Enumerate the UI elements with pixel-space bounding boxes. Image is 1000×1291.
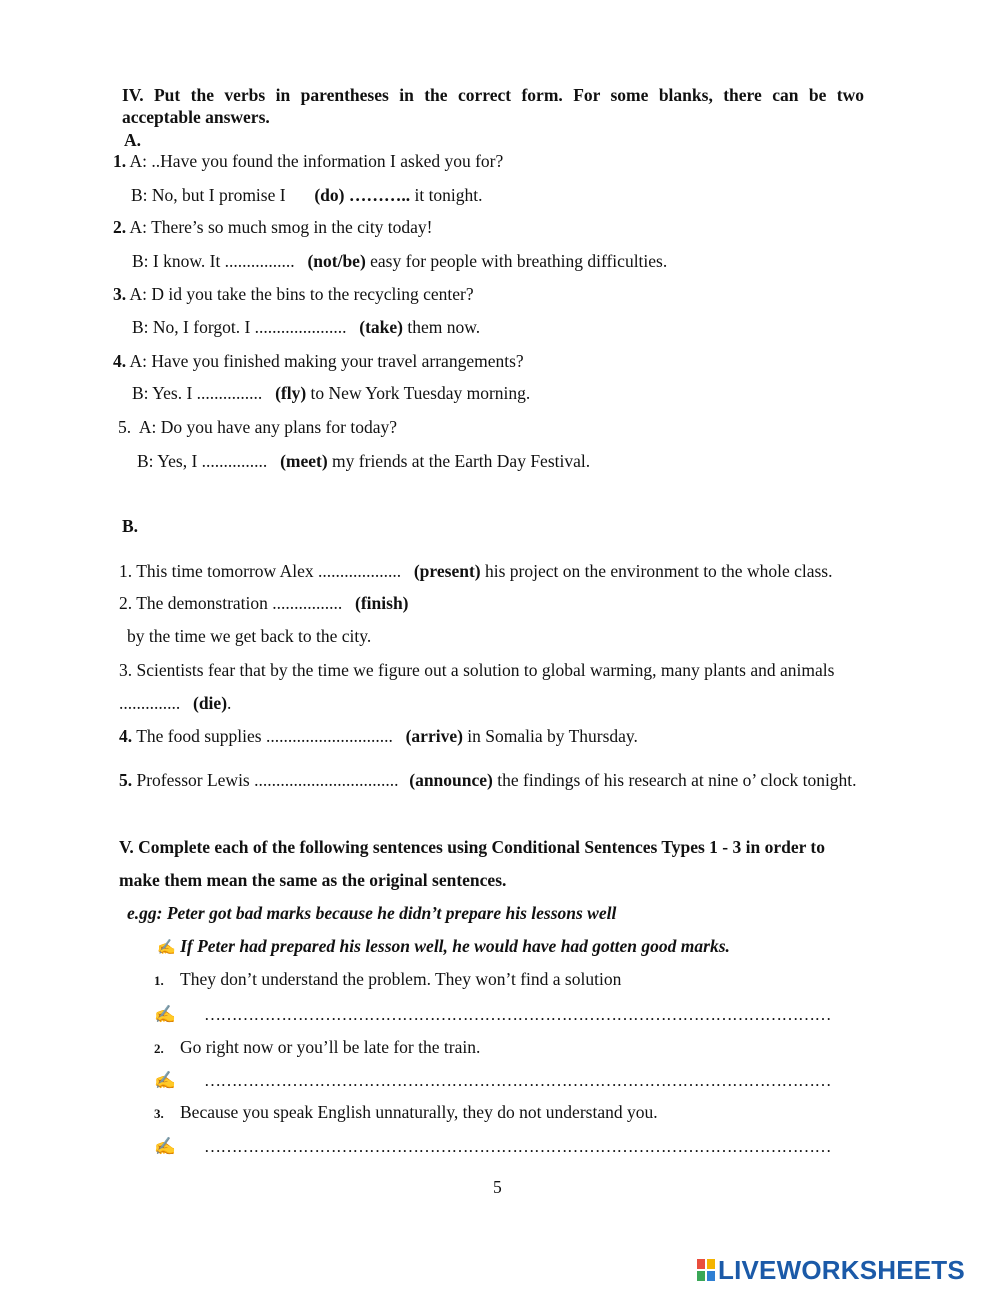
a-item-1-question	[113, 150, 503, 172]
item-number: 1.	[113, 151, 127, 171]
section-5-heading-line2: make them mean the same as the original sentences.	[119, 870, 507, 890]
sentence-prefix: ..............	[119, 693, 181, 713]
answer-suffix: to New York Tuesday morning.	[306, 383, 531, 403]
answer-suffix: them now.	[403, 317, 481, 337]
v-item-3-answer-line	[154, 1135, 831, 1158]
b-item-2-continuation: by the time we get back to the city.	[127, 626, 372, 646]
pencil-icon: ✍	[154, 1070, 176, 1090]
v-item-2-answer-line	[154, 1069, 831, 1092]
v-item-1-answer-line	[154, 1003, 831, 1026]
question-text: A: D id you take the bins to the recycling center?	[129, 284, 474, 304]
b-item-1	[119, 560, 832, 582]
page-number: 5	[493, 1177, 502, 1197]
answer-prefix: B: No, I forgot. I .....................	[132, 317, 347, 337]
item-number: 2.	[154, 1041, 164, 1056]
verb-hint: (die)	[193, 693, 228, 713]
a-item-4-answer	[132, 382, 530, 404]
sentence-prefix: The food supplies .............................	[136, 726, 393, 746]
logo-cube-icon	[697, 1259, 715, 1281]
answer-suffix: it tonight.	[410, 185, 483, 205]
sentence-prefix: Professor Lewis .................................	[136, 770, 399, 790]
item-number: 4.	[119, 726, 133, 746]
sentence-suffix: .	[227, 693, 232, 713]
sentence-prefix: Scientists fear that by the time we figure out a solution to global warming, many plants and animals	[136, 660, 835, 680]
sentence-suffix: his project on the environment to the whole class.	[480, 561, 833, 581]
v-item-2	[154, 1036, 480, 1060]
item-text: Because you speak English unnaturally, they do not understand you.	[180, 1102, 658, 1122]
sentence-suffix: the findings of his research at nine o’ clock tonight.	[492, 770, 857, 790]
verb-hint: (do) ………..	[314, 185, 411, 205]
section-5-heading-line1: V. Complete each of the following sentences using Conditional Sentences Types 1 - 3 in order to	[119, 837, 825, 857]
answer-line[interactable]: ……………………………………………………………………………………………………	[204, 1137, 831, 1156]
pencil-icon: ✍	[157, 940, 176, 956]
example-sentence: e.gg: Peter got bad marks because he didn’t prepare his lessons well	[127, 903, 617, 923]
verb-hint: (arrive)	[405, 726, 463, 746]
b-item-4	[119, 725, 638, 747]
item-number: 2.	[119, 593, 133, 613]
blank-input[interactable]	[397, 727, 401, 747]
item-number: 5.	[119, 770, 133, 790]
pencil-icon: ✍	[154, 1136, 176, 1156]
sentence-prefix: The demonstration ................	[136, 593, 343, 613]
section-4-heading-line2: acceptable answers.	[122, 107, 270, 127]
verb-hint: (take)	[359, 317, 404, 337]
item-text: They don’t understand the problem. They won’t find a solution	[180, 969, 622, 989]
a-item-3-answer	[132, 316, 480, 338]
answer-suffix: easy for people with breathing difficulties.	[365, 251, 668, 271]
b-item-2	[119, 592, 409, 614]
question-text: A: Have you finished making your travel arrangements?	[129, 351, 524, 371]
v-item-3	[154, 1101, 658, 1125]
question-text: A: There’s so much smog in the city today!	[129, 217, 433, 237]
verb-hint: (present)	[413, 561, 481, 581]
blank-input[interactable]	[272, 452, 276, 472]
item-number: 2.	[113, 217, 127, 237]
a-item-3-question	[113, 283, 474, 305]
answer-prefix: B: I know. It ................	[132, 251, 295, 271]
item-number: 3.	[113, 284, 127, 304]
a-item-2-answer	[132, 250, 667, 272]
b-item-3	[119, 659, 834, 681]
blank-input[interactable]	[405, 562, 409, 582]
blank-input[interactable]	[290, 186, 310, 206]
example-answer	[157, 935, 730, 959]
a-item-5-question	[118, 416, 397, 438]
item-number: 5.	[118, 417, 132, 437]
verb-hint: (announce)	[409, 770, 493, 790]
item-number: 3.	[119, 660, 133, 680]
v-item-1	[154, 968, 621, 992]
b-item-3-continuation	[119, 692, 231, 714]
item-number: 4.	[113, 351, 127, 371]
part-a-label: A.	[124, 130, 142, 150]
a-item-4-question	[113, 350, 524, 372]
b-item-5	[119, 769, 857, 791]
verb-hint: (finish)	[355, 593, 409, 613]
logo-text: LIVEWORKSHEETS	[718, 1254, 965, 1285]
blank-input[interactable]	[185, 694, 189, 714]
a-item-5-answer	[137, 450, 590, 472]
item-number: 3.	[154, 1106, 164, 1121]
example-answer-text: If Peter had prepared his lesson well, he would have had gotten good marks.	[175, 936, 730, 956]
sentence-suffix: in Somalia by Thursday.	[462, 726, 638, 746]
liveworksheets-logo[interactable]	[697, 1254, 965, 1286]
verb-hint: (meet)	[280, 451, 328, 471]
question-text: A: Do you have any plans for today?	[138, 417, 397, 437]
question-text: A: ..Have you found the information I asked you for?	[129, 151, 504, 171]
sentence-prefix: This time tomorrow Alex ...................	[136, 561, 402, 581]
blank-input[interactable]	[299, 252, 303, 272]
answer-prefix: B: No, but I promise I	[131, 185, 286, 205]
blank-input[interactable]	[347, 594, 351, 614]
verb-hint: (fly)	[275, 383, 307, 403]
item-text: Go right now or you’ll be late for the train.	[180, 1037, 481, 1057]
verb-hint: (not/be)	[307, 251, 366, 271]
blank-input[interactable]	[267, 384, 271, 404]
section-4-heading-line1: IV. Put the verbs in parentheses in the correct form. For some blanks, there can be two	[122, 85, 864, 105]
answer-suffix: my friends at the Earth Day Festival.	[327, 451, 591, 471]
answer-line[interactable]: ……………………………………………………………………………………………………	[204, 1071, 831, 1090]
answer-line[interactable]: ……………………………………………………………………………………………………	[204, 1005, 831, 1024]
a-item-2-question	[113, 216, 433, 238]
answer-prefix: B: Yes, I ...............	[137, 451, 268, 471]
item-number: 1.	[119, 561, 133, 581]
blank-input[interactable]	[403, 771, 405, 791]
answer-prefix: B: Yes. I ...............	[132, 383, 263, 403]
a-item-1-answer	[131, 184, 483, 206]
item-number: 1.	[154, 973, 164, 988]
pencil-icon: ✍	[154, 1004, 176, 1024]
part-b-label: B.	[122, 516, 139, 536]
blank-input[interactable]	[351, 318, 355, 338]
